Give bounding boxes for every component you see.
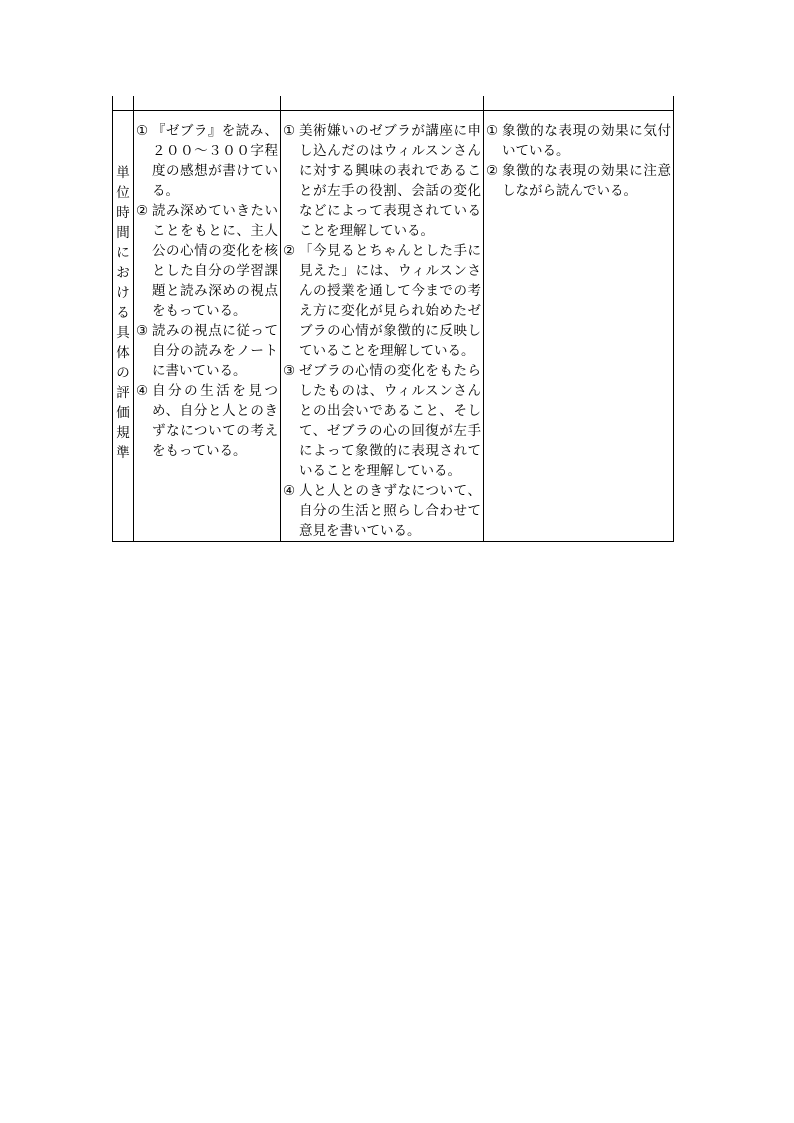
criteria-item — [283, 121, 481, 241]
item-text: 読みの視点に従って自分の読みをノートに書いている。 — [152, 323, 278, 379]
row-label-char: 規 — [116, 425, 130, 441]
table-header-stub-row — [113, 96, 674, 111]
item-text: 人と人とのきずなについて、自分の生活と照らし合わせて意見を書いている。 — [299, 483, 481, 539]
row-label-char: 間 — [116, 225, 130, 241]
criteria-item — [283, 361, 481, 481]
item-text: 象徴的な表現の効果に気付いている。 — [502, 123, 671, 159]
row-label-char: 準 — [116, 445, 130, 461]
row-label-char: 価 — [116, 405, 130, 421]
item-number: ① — [486, 123, 499, 139]
item-number: ② — [486, 163, 499, 179]
row-label-char: 評 — [116, 385, 130, 401]
row-label-char: 時 — [116, 205, 130, 221]
item-number: ④ — [136, 383, 149, 399]
item-text: 読み深めていきたいことをもとに、主人公の心情の変化を核とした自分の学習課題と読み深めの視点をもっている。 — [152, 203, 278, 319]
criteria-column-3 — [484, 111, 674, 542]
item-text: 自分の生活を見つめ、自分と人とのきずなについての考えをもっている。 — [152, 383, 278, 459]
evaluation-criteria-table — [112, 96, 674, 542]
item-number: ① — [283, 123, 296, 139]
criteria-item — [486, 121, 671, 161]
criteria-row — [113, 111, 674, 542]
row-label-char: お — [116, 265, 130, 281]
row-label-char: 体 — [116, 345, 130, 361]
row-label-char: の — [116, 365, 130, 381]
item-number: ① — [136, 123, 149, 139]
item-text: 象徴的な表現の効果に注意しながら読んでいる。 — [502, 163, 671, 199]
item-number: ③ — [283, 363, 296, 379]
item-number: ③ — [136, 323, 149, 339]
item-text: 「今見るとちゃんとした手に見えた」には、ウィルスンさんの授業を通して今までの考え方に変化が見られ始めたゼブラの心情が象徴的に反映していることを理解している。 — [299, 243, 481, 359]
criteria-item — [486, 161, 671, 201]
row-label-char: 具 — [116, 325, 130, 341]
item-text: ゼブラの心情の変化をもたらしたものは、ウィルスンさんとの出会いであること、そして、ゼブラの心の回復が左手によって象徴的に表現されていることを理解している。 — [299, 363, 481, 479]
criteria-item — [136, 381, 278, 461]
item-number: ② — [136, 203, 149, 219]
item-number: ④ — [283, 483, 296, 499]
row-label-char: 単 — [116, 165, 130, 181]
row-label-char: に — [116, 245, 130, 261]
item-text: 『ゼブラ』を読み、２００～３００字程度の感想が書けている。 — [152, 123, 278, 199]
item-text: 美術嫌いのゼブラが講座に申し込んだのはウィルスンさんに対する興味の表れであることが左手の役割、会話の変化などによって表現されていることを理解している。 — [299, 123, 481, 239]
row-label-char: 位 — [116, 185, 130, 201]
criteria-column-1 — [134, 111, 281, 542]
criteria-item — [136, 121, 278, 201]
row-label-char: る — [116, 305, 130, 321]
criteria-item — [283, 241, 481, 361]
row-label-char: け — [116, 285, 130, 301]
criteria-item — [283, 481, 481, 541]
row-label — [113, 111, 134, 542]
criteria-item — [136, 201, 278, 321]
criteria-item — [136, 321, 278, 381]
item-number: ② — [283, 243, 296, 259]
criteria-column-2 — [281, 111, 484, 542]
